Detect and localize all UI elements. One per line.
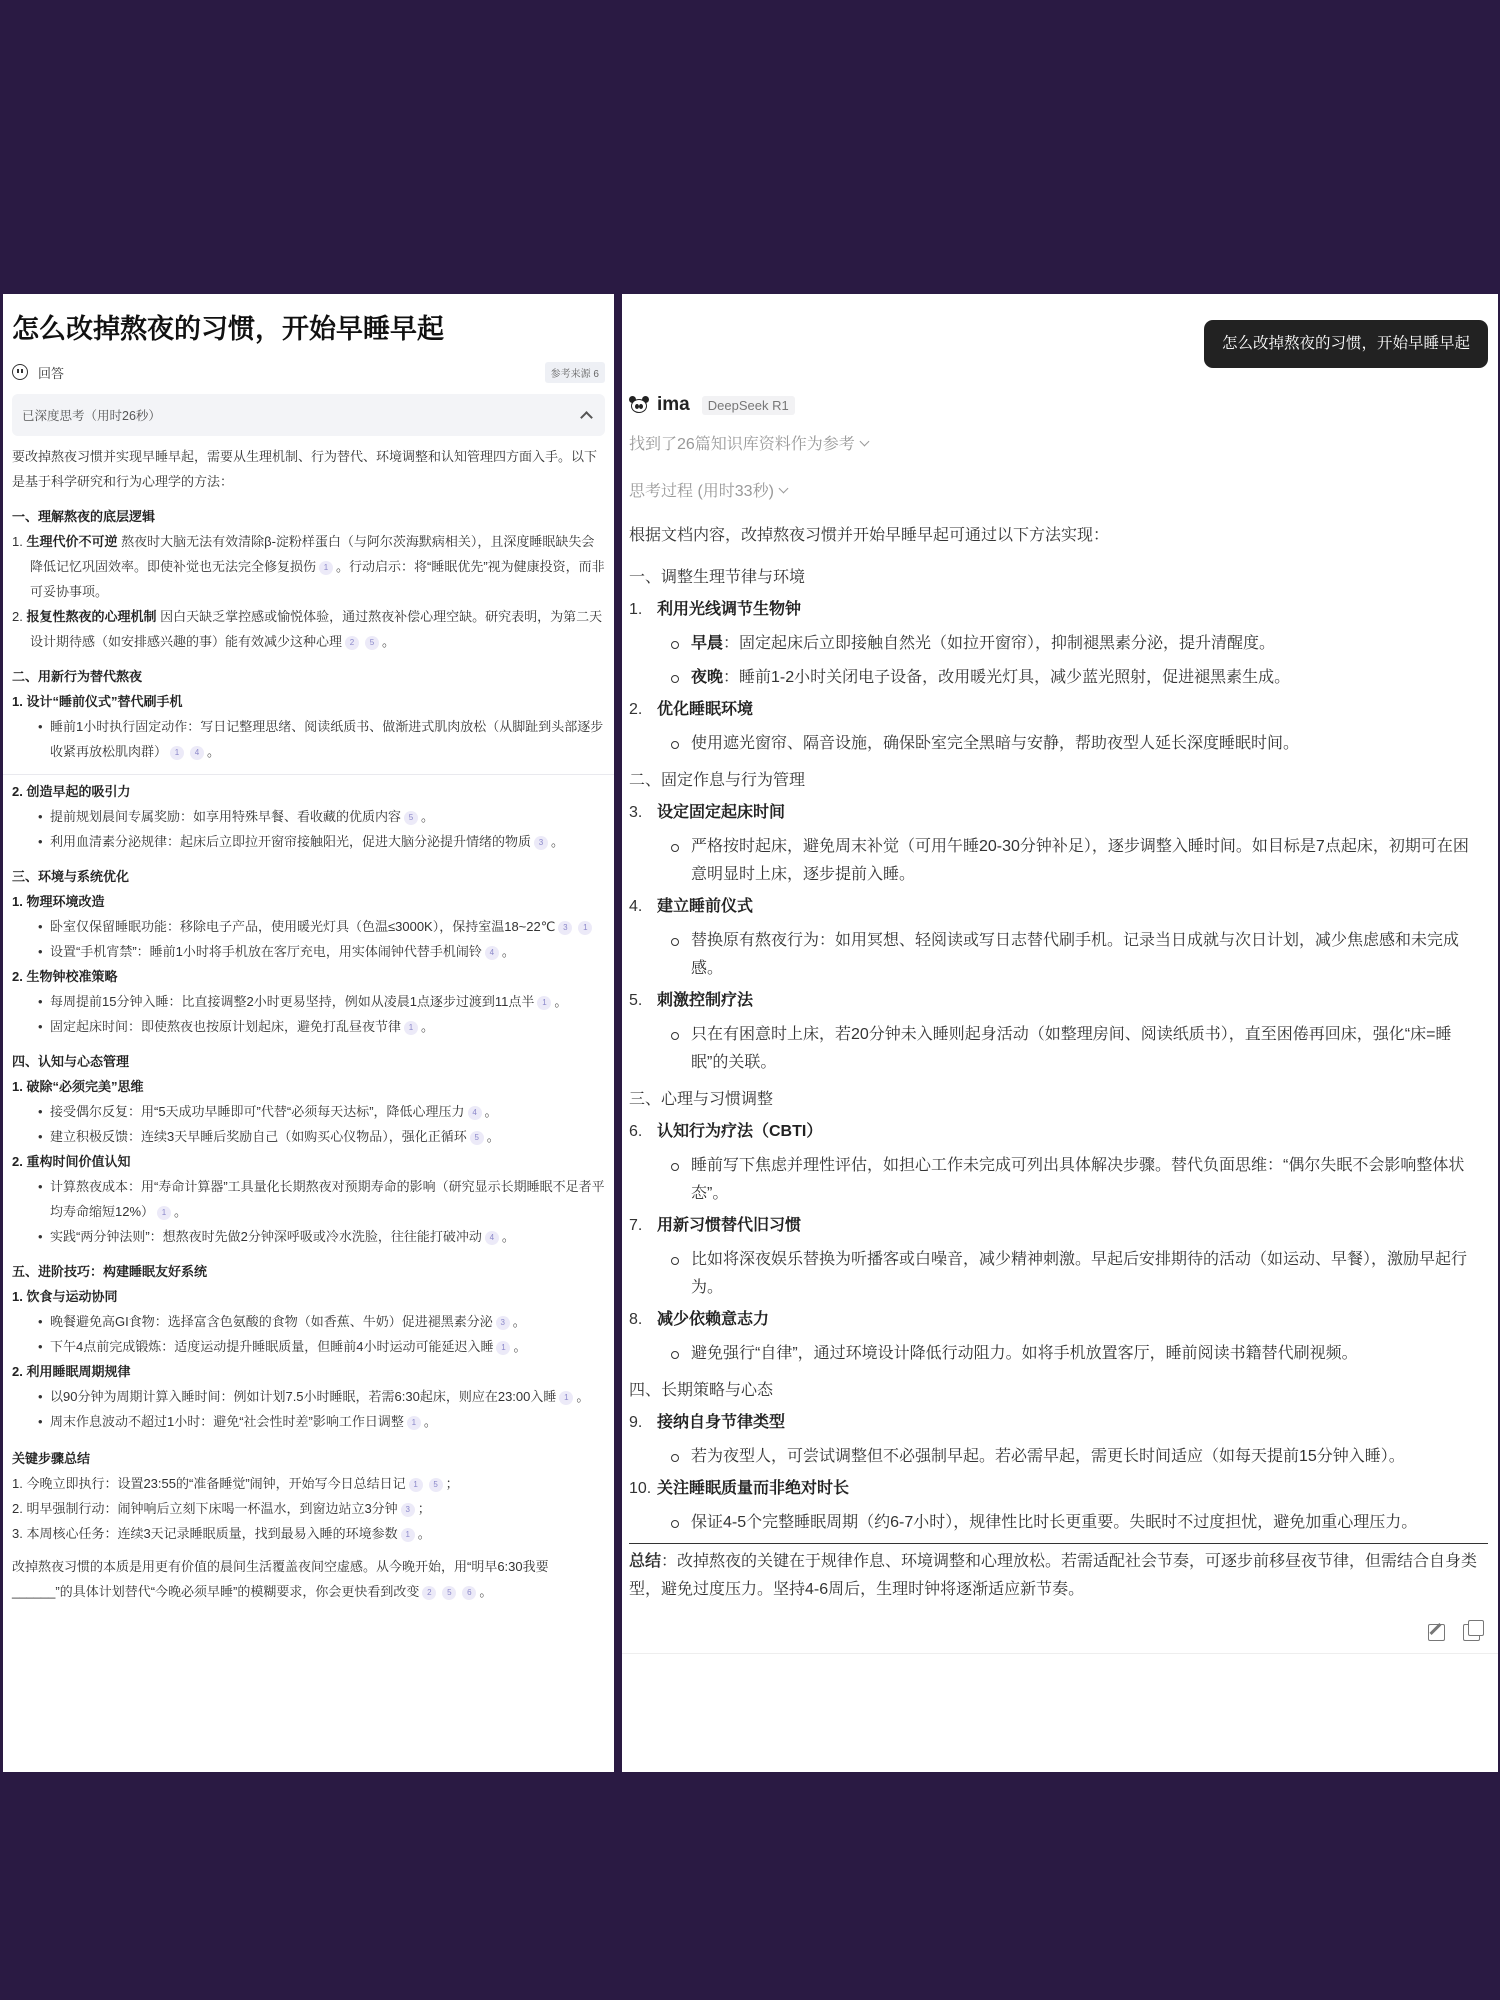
bullet-text: 。 [174, 1204, 188, 1219]
answer-label: 回答 [38, 365, 65, 381]
citation-marker[interactable]: 5 [404, 811, 418, 825]
bullet-text: 晚餐避免高GI食物：选择富含色氨酸的食物（如香蕉、牛奶）促进褪黑素分泌 [50, 1314, 493, 1329]
section-heading: 二、固定作息与行为管理 [629, 772, 806, 789]
answer-intro: 要改掉熬夜习惯并实现早睡早起，需要从生理机制、行为替代、环境调整和认知管理四方面入手。以下是基于科学研究和行为心理学的方法： [12, 449, 598, 489]
user-question-bubble: 怎么改掉熬夜的习惯，开始早睡早起 [1204, 320, 1488, 368]
closing-paragraph [12, 1554, 605, 1604]
citation-marker[interactable]: 1 [578, 921, 592, 935]
item-title: 认知行为疗法（CBTI） [657, 1123, 823, 1140]
item-title: 利用光线调节生物钟 [657, 601, 802, 618]
summary-text: ； [417, 1501, 431, 1516]
item-number: 10. [629, 1480, 652, 1497]
answer-body [12, 444, 605, 1604]
references-label: 找到了26篇知识库资料作为参考 [629, 436, 855, 453]
section-heading: 一、调整生理节律与环境 [629, 569, 806, 586]
bullet-label: 早晨 [691, 635, 724, 652]
citation-marker[interactable]: 4 [468, 1106, 482, 1120]
item-number: 5. [629, 992, 643, 1009]
bullet-text: 利用血清素分泌规律：起床后立即拉开窗帘接触阳光，促进大脑分泌提升情绪的物质 [50, 834, 532, 849]
answer-intro: 根据文档内容，改掉熬夜习惯并开始早睡早起可通过以下方法实现： [629, 527, 1110, 544]
assistant-header [629, 392, 1488, 418]
sub-heading: 2. 创造早起的吸引力 [12, 784, 131, 799]
item-text: 熬夜时大脑无法有效清除β-淀粉样蛋白（与阿尔茨海默病相关），且深度睡眠缺失会降低记忆巩固效率。即使补觉也无法完全修复损伤 [30, 534, 595, 574]
bullet-text: 计算熬夜成本：用“寿命计算器”工具量化长期熬夜对预期寿命的影响（研究显示长期睡眠不足者平均寿命缩短12%） [50, 1179, 605, 1219]
list-item [629, 799, 1488, 827]
section-heading: 四、长期策略与心态 [629, 1382, 774, 1399]
divider [622, 1653, 1498, 1654]
sub-heading: 1. 设计“睡前仪式”替代刷手机 [12, 694, 183, 709]
summary-label: 总结 [629, 1553, 662, 1570]
chevron-up-icon[interactable] [580, 411, 593, 424]
bullet-item: 只在有困意时上床，若20分钟未入睡则起身活动（如整理房间、阅读纸质书），直至困倦再回床，强化“床=睡眠”的关联。 [629, 1021, 1488, 1077]
citation-marker[interactable]: 5 [470, 1131, 484, 1145]
message-toolbar [629, 1624, 1488, 1641]
summary-paragraph [629, 1548, 1488, 1604]
bullet-item [12, 1309, 605, 1334]
bullet-text: 以90分钟为周期计算入睡时间：例如计划7.5小时睡眠，若需6:30起床，则应在23:00入睡 [50, 1389, 557, 1404]
item-text: 因白天缺乏掌控感或愉悦体验，通过熬夜补偿心理空缺。研究表明，为第二天设计期待感（如安排感兴趣的事）能有效减少这种心理 [30, 609, 603, 649]
closing-text: 。 [479, 1584, 493, 1599]
model-badge: DeepSeek R1 [702, 396, 795, 415]
bullet-item [12, 1409, 605, 1434]
citation-marker[interactable]: 6 [462, 1586, 476, 1600]
bullet-item [12, 714, 605, 764]
bullet-item [12, 914, 605, 939]
bullet-text: 接受偶尔反复：用“5天成功早睡即可”代替“必须每天达标”，降低心理压力 [50, 1104, 465, 1119]
bullet-text: 睡前1小时执行固定动作：写日记整理思绪、阅读纸质书、做渐进式肌肉放松（从脚趾到头部逐步收紧再放松肌肉群） [50, 719, 604, 759]
item-number: 8. [629, 1311, 643, 1328]
item-text: 。 [382, 634, 396, 649]
item-title: 关注睡眠质量而非绝对时长 [657, 1480, 850, 1497]
bullet-text: 。 [512, 1314, 526, 1329]
bullet-item [12, 989, 605, 1014]
summary-item [12, 1496, 605, 1521]
robot-icon [12, 364, 28, 380]
bullet-item [12, 1174, 605, 1224]
list-item [629, 596, 1488, 624]
bullet-text: 。 [551, 834, 565, 849]
list-item [629, 987, 1488, 1015]
item-title: 设定固定起床时间 [657, 804, 786, 821]
bullet-item [12, 804, 605, 829]
item-title: 建立睡前仪式 [657, 898, 754, 915]
bullet-item [629, 630, 1488, 658]
thinking-toggle[interactable] [629, 479, 1488, 505]
citation-marker[interactable]: 3 [534, 836, 548, 850]
bullet-item [12, 1014, 605, 1039]
bullet-item: 严格按时起床，避免周末补觉（可用午睡20-30分钟补足），逐步调整入睡时间。如目标是7点起床，初期可在困意明显时上床，逐步提前入睡。 [629, 833, 1488, 889]
section-heading: 一、理解熬夜的底层逻辑 [12, 509, 156, 524]
citation-marker[interactable]: 1 [404, 1021, 418, 1035]
item-number: 6. [629, 1123, 643, 1140]
item-number: 7. [629, 1217, 643, 1234]
right-chat-panel [622, 294, 1498, 1772]
bullet-item: 替换原有熬夜行为：如用冥想、轻阅读或写日志替代刷手机。记录当日成就与次日计划，减少焦虑感和未完成感。 [629, 927, 1488, 983]
citation-marker[interactable]: 4 [485, 1231, 499, 1245]
bullet-item [12, 1124, 605, 1149]
list-item [629, 1212, 1488, 1240]
citation-marker[interactable]: 3 [401, 1503, 415, 1517]
bullet-text: 。 [576, 1389, 590, 1404]
sub-heading: 1. 物理环境改造 [12, 894, 105, 909]
bullet-text: 下午4点前完成锻炼：适度运动提升睡眠质量，但睡前4小时运动可能延迟入睡 [50, 1339, 494, 1354]
summary-divider [629, 1543, 1488, 1544]
item-number: 1. [629, 601, 643, 618]
list-item [629, 1306, 1488, 1334]
page-title: 怎么改掉熬夜的习惯，开始早睡早起 [12, 314, 444, 344]
thinking-label: 思考过程 (用时33秒) [629, 483, 774, 500]
bullet-text: 建立积极反馈：连续3天早睡后奖励自己（如购买心仪物品），强化正循环 [50, 1129, 467, 1144]
item-title: 减少依赖意志力 [657, 1311, 770, 1328]
brand-name: ima [657, 394, 690, 415]
citation-marker[interactable]: 5 [442, 1586, 456, 1600]
sub-heading: 2. 生物钟校准策略 [12, 969, 118, 984]
assistant-answer-body [629, 522, 1488, 1604]
summary-text: 1. 今晚立即执行：设置23:55的“准备睡觉”闹钟，开始写今日总结日记 [12, 1476, 406, 1491]
item-title: 接纳自身节律类型 [657, 1414, 786, 1431]
citation-marker[interactable]: 3 [496, 1316, 510, 1330]
citation-marker[interactable]: 3 [558, 921, 572, 935]
bullet-item [12, 1384, 605, 1409]
closing-text: 改掉熬夜习惯的本质是用更有价值的晨间生活覆盖夜间空虚感。从今晚开始，用“明早6:30我要______”的具体计划替代“今晚必须早睡”的模糊要求，你会更快看到改变 [12, 1559, 549, 1599]
list-item [12, 529, 605, 604]
citation-marker[interactable]: 1 [496, 1341, 510, 1355]
bullet-text: 固定起床时间：即使熬夜也按原计划起床，避免打乱昼夜节律 [50, 1019, 402, 1034]
bullet-text: 卧室仅保留睡眠功能：移除电子产品，使用暖光灯具（色温≤3000K），保持室温18~22℃ [50, 919, 556, 934]
left-answer-panel [3, 294, 614, 1772]
citation-marker[interactable]: 1 [157, 1206, 171, 1220]
item-text: 。行动启示：将“睡眠优先”视为健康投资，而非可妥协事项。 [30, 559, 605, 599]
item-number: 9. [629, 1414, 643, 1431]
user-message-row [629, 320, 1488, 368]
chevron-down-icon[interactable] [778, 484, 788, 494]
item-title: 生理代价不可逆 [26, 534, 118, 549]
list-item [629, 696, 1488, 724]
edit-icon[interactable] [1428, 1624, 1445, 1641]
list-item [629, 1409, 1488, 1437]
item-title: 优化睡眠环境 [657, 701, 754, 718]
thinking-label: 已深度思考（用时26秒） [22, 409, 161, 423]
chevron-down-icon[interactable] [859, 437, 869, 447]
item-number: 3. [629, 804, 643, 821]
citation-marker[interactable]: 5 [365, 636, 379, 650]
bullet-item: 睡前写下焦虑并理性评估，如担心工作未完成可列出具体解决步骤。替代负面思维：“偶尔失眠不会影响整体状态”。 [629, 1152, 1488, 1208]
bullet-text: 。 [501, 944, 515, 959]
citation-marker[interactable]: 1 [407, 1416, 421, 1430]
summary-item [12, 1521, 605, 1546]
summary-text: 。 [417, 1526, 431, 1541]
item-title: 刺激控制疗法 [657, 992, 754, 1009]
citation-marker[interactable]: 1 [319, 561, 333, 575]
item-number: 4. [629, 898, 643, 915]
reference-sources-badge[interactable]: 参考来源 6 [545, 362, 605, 383]
bullet-label: 夜晚 [691, 669, 724, 686]
citation-marker[interactable]: 1 [537, 996, 551, 1010]
divider [3, 774, 614, 775]
bullet-text: 。 [513, 1339, 527, 1354]
bullet-text: 。 [486, 1129, 500, 1144]
bullet-text: 。 [501, 1229, 515, 1244]
section-heading: 四、认知与心态管理 [12, 1054, 130, 1069]
bullet-item [629, 664, 1488, 692]
section-heading: 五、进阶技巧：构建睡眠友好系统 [12, 1264, 208, 1279]
bullet-item [12, 1334, 605, 1359]
citation-marker[interactable]: 4 [485, 946, 499, 960]
citation-marker[interactable]: 2 [345, 636, 359, 650]
citation-marker[interactable]: 1 [401, 1528, 415, 1542]
sub-heading: 2. 重构时间价值认知 [12, 1154, 131, 1169]
bullet-item [12, 1099, 605, 1124]
list-item [629, 1475, 1488, 1503]
bullet-text: 实践“两分钟法则”：想熬夜时先做2分钟深呼吸或冷水洗脸，往往能打破冲动 [50, 1229, 482, 1244]
summary-heading: 关键步骤总结 [12, 1451, 91, 1466]
bullet-text: 。 [421, 809, 435, 824]
summary-item [12, 1471, 605, 1496]
sub-heading: 2. 利用睡眠周期规律 [12, 1364, 131, 1379]
citation-marker[interactable]: 2 [422, 1586, 436, 1600]
bullet-item: 若为夜型人，可尝试调整但不必强制早起。若必需早起，需更长时间适应（如每天提前15分钟入睡）。 [629, 1443, 1488, 1471]
citation-marker[interactable]: 1 [559, 1391, 573, 1405]
bullet-text: 。 [423, 1414, 437, 1429]
bullet-item: 保证4-5个完整睡眠周期（约6-7小时），规律性比时长更重要。失眠时不过度担忧，避免加重心理压力。 [629, 1509, 1488, 1537]
item-number: 1. [12, 534, 23, 549]
citation-marker[interactable]: 4 [190, 746, 204, 760]
section-heading: 三、心理与习惯调整 [629, 1091, 774, 1108]
bullet-text: 。 [207, 744, 221, 759]
bullet-text: 设置“手机宵禁”：睡前1小时将手机放在客厅充电，用实体闹钟代替手机闹铃 [50, 944, 482, 959]
summary-text: ：改掉熬夜的关键在于规律作息、环境调整和心理放松。若需适配社会节奏，可逐步前移昼夜节律，但需结合自身类型，避免过度压力。坚持4-6周后，生理时钟将逐渐适应新节奏。 [629, 1553, 1478, 1598]
references-toggle[interactable] [629, 432, 1488, 458]
thinking-collapse-bar[interactable] [12, 394, 605, 436]
bullet-text: 。 [484, 1104, 498, 1119]
panda-logo-icon [629, 396, 649, 414]
bullet-text: ：固定起床后立即接触自然光（如拉开窗帘），抑制褪黑素分泌，提升清醒度。 [723, 635, 1276, 652]
answer-header [12, 362, 605, 382]
bullet-text: 周末作息波动不超过1小时：避免“社会性时差”影响工作日调整 [50, 1414, 404, 1429]
sub-heading: 1. 破除“必须完美”思维 [12, 1079, 144, 1094]
bullet-item: 比如将深夜娱乐替换为听播客或白噪音，减少精神刺激。早起后安排期待的活动（如运动、早餐），激励早起行为。 [629, 1246, 1488, 1302]
section-heading: 二、用新行为替代熬夜 [12, 669, 143, 684]
item-title: 报复性熬夜的心理机制 [26, 609, 157, 624]
citation-marker[interactable]: 5 [429, 1478, 443, 1492]
bullet-item [12, 939, 605, 964]
item-number: 2. [12, 609, 23, 624]
bullet-item: 避免强行“自律”，通过环境设计降低行动阻力。如将手机放置客厅，睡前阅读书籍替代刷视频。 [629, 1340, 1488, 1368]
summary-text: ； [445, 1476, 459, 1491]
section-heading: 三、环境与系统优化 [12, 869, 130, 884]
bullet-item [12, 1224, 605, 1249]
list-item [629, 893, 1488, 921]
citation-marker[interactable]: 1 [170, 746, 184, 760]
copy-icon[interactable] [1463, 1624, 1480, 1641]
bullet-item [12, 829, 605, 854]
bullet-text: 提前规划晨间专属奖励：如享用特殊早餐、看收藏的优质内容 [50, 809, 402, 824]
citation-marker[interactable]: 1 [409, 1478, 423, 1492]
list-item [12, 604, 605, 654]
bullet-text: ：睡前1-2小时关闭电子设备，改用暖光灯具，减少蓝光照射，促进褪黑素生成。 [723, 669, 1291, 686]
sub-heading: 1. 饮食与运动协同 [12, 1289, 118, 1304]
bullet-text: 。 [421, 1019, 435, 1034]
bullet-text: 每周提前15分钟入睡：比直接调整2小时更易坚持，例如从凌晨1点逐步过渡到11点半 [50, 994, 535, 1009]
bullet-text: 。 [554, 994, 568, 1009]
summary-text: 3. 本周核心任务：连续3天记录睡眠质量，找到最易入睡的环境参数 [12, 1526, 398, 1541]
item-number: 2. [629, 701, 643, 718]
list-item [629, 1118, 1488, 1146]
item-title: 用新习惯替代旧习惯 [657, 1217, 802, 1234]
bullet-item: 使用遮光窗帘、隔音设施，确保卧室完全黑暗与安静，帮助夜型人延长深度睡眠时间。 [629, 730, 1488, 758]
summary-text: 2. 明早强制行动：闹钟响后立刻下床喝一杯温水，到窗边站立3分钟 [12, 1501, 398, 1516]
